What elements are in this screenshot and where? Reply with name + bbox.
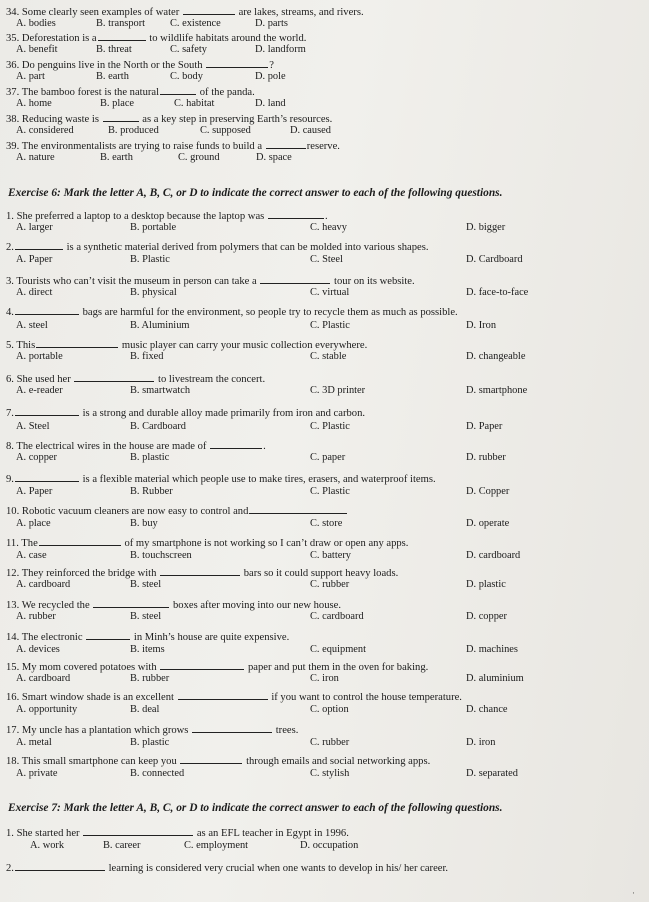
option-d: D. caused [290, 125, 331, 136]
question-34: 34. Some clearly seen examples of water are lakes, streams, and rivers. [6, 7, 364, 18]
option-d: D. landform [255, 44, 306, 55]
option-d: D. cardboard [466, 550, 521, 561]
question-39: 39. The environmentalists are trying to raise funds to build a reserve. [6, 141, 340, 152]
option-c: C. cardboard [310, 611, 364, 622]
option-a: A. cardboard [16, 673, 71, 684]
ex6-question-14: 14. The electronic in Minh’s house are quite expensive. [6, 632, 290, 643]
option-d: D. plastic [466, 579, 506, 590]
option-b: B. touchscreen [130, 550, 192, 561]
answer-blank [160, 566, 240, 576]
answer-blank [206, 58, 268, 68]
option-a: A. home [16, 98, 52, 109]
option-b: B. Rubber [130, 486, 173, 497]
ex6-question-5: 5. This music player can carry your music collection everywhere. [6, 340, 368, 351]
ex6-question-11: 11. The of my smartphone is not working so I can’t draw or open any apps. [6, 538, 409, 549]
option-c: C. stable [310, 351, 347, 362]
ex6-question-3: 3. Tourists who can’t visit the museum in person can take a tour on its website. [6, 276, 415, 287]
answer-blank [15, 861, 105, 871]
option-c: C. Plastic [310, 320, 350, 331]
option-d: D. land [255, 98, 286, 109]
option-a: A. nature [16, 152, 55, 163]
option-c: C. heavy [310, 222, 347, 233]
option-c: C. habitat [174, 98, 215, 109]
option-d: D. pole [255, 71, 286, 82]
question-36: 36. Do penguins live in the North or the South ? [6, 60, 274, 71]
option-c: C. Plastic [310, 486, 350, 497]
option-d: D. Iron [466, 320, 497, 331]
option-a: A. e-reader [16, 385, 63, 396]
exercise-7-heading: Exercise 7: Mark the letter A, B, C, or D to indicate the correct answer to each of the following questions. [8, 802, 503, 814]
question-37: 37. The bamboo forest is the natural of the panda. [6, 87, 255, 98]
answer-blank [93, 598, 169, 608]
answer-blank [83, 826, 193, 836]
option-b: B. threat [96, 44, 132, 55]
ex6-question-15: 15. My mom covered potatoes with paper and put them in the oven for baking. [6, 662, 429, 673]
option-d: D. iron [466, 737, 496, 748]
ex6-question-7: 7. is a strong and durable alloy made primarily from iron and carbon. [6, 408, 366, 419]
option-a: A. bodies [16, 18, 56, 29]
option-b: B. steel [130, 579, 162, 590]
ex6-question-13: 13. We recycled the boxes after moving into our new house. [6, 600, 341, 611]
option-d: D. separated [466, 768, 518, 779]
ex6-question-6: 6. She used her to livestream the concert. [6, 374, 266, 385]
option-b: B. portable [130, 222, 177, 233]
option-c: C. rubber [310, 579, 350, 590]
page-mark: · [632, 888, 635, 898]
ex6-question-12: 12. They reinforced the bridge with bars so it could support heavy loads. [6, 568, 399, 579]
option-c: C. iron [310, 673, 339, 684]
option-c: C. equipment [310, 644, 366, 655]
answer-blank [15, 472, 79, 482]
option-b: B. plastic [130, 452, 170, 463]
option-d: D. Copper [466, 486, 510, 497]
option-a: A. benefit [16, 44, 58, 55]
option-c: C. employment [184, 840, 249, 851]
answer-blank [36, 338, 118, 348]
option-a: A. private [16, 768, 58, 779]
answer-blank [39, 536, 121, 546]
answer-blank [268, 209, 324, 219]
option-d: D. aluminium [466, 673, 524, 684]
option-a: A. considered [16, 125, 74, 136]
question-38: 38. Reducing waste is as a key step in preserving Earth’s resources. [6, 114, 333, 125]
option-c: C. stylish [310, 768, 350, 779]
option-b: B. connected [130, 768, 185, 779]
ex6-question-9: 9. is a flexible material which people use to make tires, erasers, and waterproof items. [6, 474, 436, 485]
option-b: B. steel [130, 611, 162, 622]
option-a: A. devices [16, 644, 60, 655]
option-d: D. changeable [466, 351, 526, 362]
option-c: C. supposed [200, 125, 251, 136]
option-d: D. chance [466, 704, 508, 715]
answer-blank [210, 439, 262, 449]
option-d: D. occupation [300, 840, 359, 851]
option-b: B. transport [96, 18, 146, 29]
ex6-question-17: 17. My uncle has a plantation which grows trees. [6, 725, 299, 736]
answer-blank [86, 630, 130, 640]
option-a: A. copper [16, 452, 57, 463]
question-35: 35. Deforestation is a to wildlife habitats around the world. [6, 33, 307, 44]
option-b: B. deal [130, 704, 160, 715]
option-b: B. Cardboard [130, 421, 186, 432]
ex7-question-1: 1. She started her as an EFL teacher in Egypt in 1996. [6, 828, 349, 839]
option-b: B. physical [130, 287, 177, 298]
option-a: A. work [30, 840, 65, 851]
option-c: C. Plastic [310, 421, 350, 432]
answer-blank [249, 504, 347, 514]
ex6-question-16: 16. Smart window shade is an excellent if you want to control the house temperature. [6, 692, 462, 703]
option-d: D. copper [466, 611, 507, 622]
ex6-question-10: 10. Robotic vacuum cleaners are now easy to control and [6, 504, 348, 518]
option-d: D. Paper [466, 421, 503, 432]
option-c: C. virtual [310, 287, 350, 298]
option-d: D. machines [466, 644, 518, 655]
option-b: B. career [103, 840, 141, 851]
answer-blank [180, 754, 242, 764]
ex6-question-4: 4. bags are harmful for the environment, so people try to recycle them as much as possible. [6, 307, 458, 318]
option-c: C. body [170, 71, 203, 82]
option-c: C. Steel [310, 254, 343, 265]
option-a: A. steel [16, 320, 48, 331]
option-a: A. Steel [16, 421, 50, 432]
option-c: C. rubber [310, 737, 350, 748]
option-a: A. Paper [16, 254, 53, 265]
option-a: A. metal [16, 737, 52, 748]
answer-blank [15, 305, 79, 315]
answer-blank [192, 723, 272, 733]
answer-blank [160, 85, 196, 95]
option-a: A. cardboard [16, 579, 71, 590]
ex6-question-18: 18. This small smartphone can keep you through emails and social networking apps. [6, 756, 431, 767]
option-b: B. items [130, 644, 165, 655]
option-c: C. ground [178, 152, 220, 163]
answer-blank [98, 31, 146, 41]
exercise-6-heading: Exercise 6: Mark the letter A, B, C, or D to indicate the correct answer to each of the following questions. [8, 187, 503, 199]
option-a: A. case [16, 550, 47, 561]
option-c: C. paper [310, 452, 346, 463]
option-d: D. face-to-face [466, 287, 529, 298]
ex7-question-2: 2. learning is considered very crucial when one wants to develop in his/ her career. [6, 863, 449, 874]
answer-blank [183, 5, 235, 15]
ex6-question-1: 1. She preferred a laptop to a desktop because the laptop was . [6, 211, 328, 222]
option-c: C. existence [170, 18, 221, 29]
answer-blank [15, 406, 79, 416]
option-b: B. buy [130, 518, 158, 529]
answer-blank [15, 240, 63, 250]
option-b: B. smartwatch [130, 385, 191, 396]
option-b: B. rubber [130, 673, 170, 684]
option-a: A. opportunity [16, 704, 78, 715]
option-b: B. place [100, 98, 135, 109]
answer-blank [103, 112, 139, 122]
option-c: C. 3D printer [310, 385, 366, 396]
option-a: A. direct [16, 287, 53, 298]
option-c: C. option [310, 704, 349, 715]
answer-blank [266, 139, 306, 149]
option-d: D. bigger [466, 222, 506, 233]
option-d: D. operate [466, 518, 510, 529]
option-b: B. plastic [130, 737, 170, 748]
option-b: B. Plastic [130, 254, 170, 265]
option-c: C. safety [170, 44, 207, 55]
option-a: A. portable [16, 351, 63, 362]
option-b: B. earth [96, 71, 129, 82]
option-b: B. Aluminium [130, 320, 190, 331]
option-d: D. Cardboard [466, 254, 523, 265]
option-d: D. parts [255, 18, 288, 29]
answer-blank [260, 274, 330, 284]
option-a: A. larger [16, 222, 53, 233]
answer-blank [178, 690, 268, 700]
option-b: B. earth [100, 152, 133, 163]
option-a: A. place [16, 518, 51, 529]
option-c: C. store [310, 518, 343, 529]
option-a: A. part [16, 71, 45, 82]
ex6-question-2: 2. is a synthetic material derived from polymers that can be molded into various shapes. [6, 242, 429, 253]
ex6-question-8: 8. The electrical wires in the house are made of . [6, 441, 266, 452]
answer-blank [160, 660, 244, 670]
option-a: A. Paper [16, 486, 53, 497]
option-d: D. rubber [466, 452, 506, 463]
answer-blank [74, 372, 154, 382]
option-b: B. produced [108, 125, 159, 136]
option-d: D. smartphone [466, 385, 528, 396]
option-d: D. space [256, 152, 292, 163]
option-b: B. fixed [130, 351, 164, 362]
option-c: C. battery [310, 550, 351, 561]
option-a: A. rubber [16, 611, 56, 622]
